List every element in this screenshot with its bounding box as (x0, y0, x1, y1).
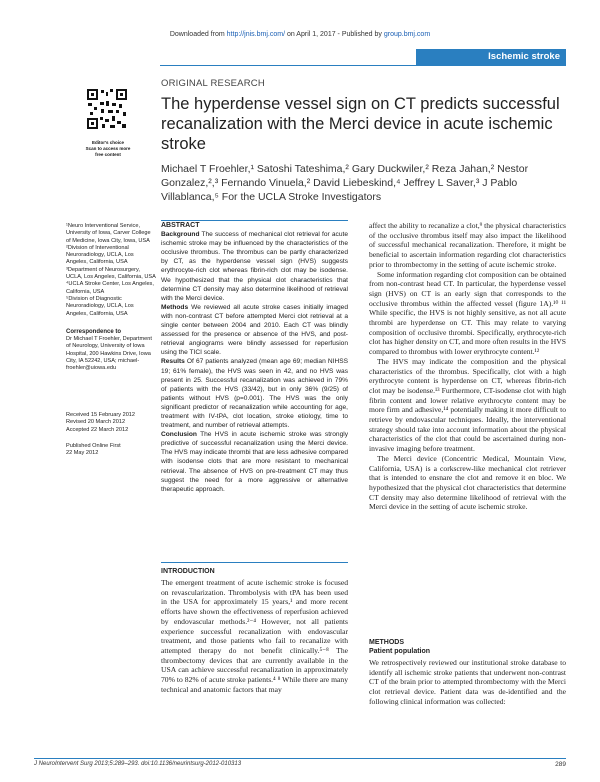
abstract-conclusion-label: Conclusion (161, 431, 197, 439)
published-date: 22 May 2012 (66, 450, 99, 457)
download-bar (0, 31, 600, 38)
download-prefix: Downloaded from (169, 31, 227, 38)
published-online (66, 443, 156, 458)
article-type: ORIGINAL RESEARCH (161, 78, 265, 89)
article-title: The hyperdense vessel sign on CT predicts successful recanalization with the Merci device in acute ischemic stroke (161, 95, 560, 153)
author-list: Michael T Froehler,¹ Satoshi Tateshima,² Gary Duckwiler,² Reza Jahan,² Nestor Gonzalez,²,³ Fernando Vinuela,² David Liebeskind,⁴ Jeffrey L Saver,³ J Pablo Villablanca,⁵ For the UCLA Stroke Investigators (161, 163, 529, 203)
qr-caption (70, 140, 146, 158)
right-paragraph-3: The HVS may indicate the composition and the physical characteristics of the thrombus. Specifically, clot with a high erythrocyte content is hyperdense on CT, whereas fibrin-rich clot may be isodense.¹³ Furthermore, CT-isodense clot with high fibrin content and lower relative erythrocyte content may be more firm and adhesive,¹⁴ potentially making it more difficult to retrieve by endovascular techniques. Ideally, the interventional strategy should take into account information about the physical characteristics of the clot that could be ascertained during non-invasive imaging before treatment. (369, 356, 566, 454)
affiliation-1: ¹Neuro Interventional Service, University of Iowa, Carver College of Medicine, Iowa City, Iowa, USA (66, 223, 151, 244)
abstract-methods: We reviewed all acute stroke cases initially imaged with non-contrast CT before attempted Merci clot retrieval at a single center between 2004 and 2010. Each CT was blindly assessed for the presence or absence of the HVS, and post-retrieval angiograms were blindly assessed for reperfusion using the TICI scale. (161, 303, 348, 357)
published-label: Published Online First (66, 443, 121, 449)
section-tag: Ischemic stroke (416, 49, 566, 65)
abstract-methods-label: Methods (161, 303, 189, 311)
article-dates (66, 412, 156, 434)
abstract-heading: ABSTRACT (161, 222, 200, 229)
affiliation-2: ²Division of Interventional Neuroradiology, UCLA, Los Angeles, California, USA (66, 244, 134, 266)
abstract (161, 221, 348, 494)
correspondence-heading: Correspondence to (66, 329, 122, 335)
affiliation-3: ³Department of Neurosurgery, UCLA, Los Angeles, California, USA (66, 266, 156, 281)
qr-caption-line-1: Editor's choice (91, 140, 125, 145)
affiliation-4: ⁴UCLA Stroke Center, Los Angeles, California, USA (66, 281, 154, 295)
methods-heading: METHODS (369, 639, 404, 646)
correspondence-text: Dr Michael T Froehler, Department of Neurology, University of Iowa Hospital, 200 Hawkins Drive, Iowa City, IA 52242, USA; michael-froehler@uiowa.edu (66, 336, 152, 372)
abstract-bottom-rule (161, 562, 348, 563)
qr-caption-line-3: free content (95, 152, 121, 157)
abstract-results-label: Results (161, 358, 185, 366)
page-number: 289 (555, 761, 566, 768)
section-tag-rule (160, 65, 566, 66)
introduction-text: The emergent treatment of acute ischemic stroke is focused on revascularization. Thrombolysis with tPA has been used in the USA for approximately 15 years,¹ and more recent efforts have shown the effectiveness of reperfusion achieved by endovascular methods.²⁻⁴ However, not all patients experience successful recanalization with endovascular treatment, and those patients who fail to recanalize with attempted therapy do not benefit clinically.⁵⁻⁸ The thrombectomy devices that are currently available in the USA can achieve successful recanalization in approximately 70% to 82% of acute stroke patients.⁴ ⁸ While there are many technical and anatomic factors that may (161, 578, 348, 694)
methods-text: We retrospectively reviewed our institutional stroke database to identify all ischemic stroke patients that underwent non-contrast CT of the brain prior to attempted thrombectomy with the Merci clot retrieval device. Patient data was de-identified and the following clinical information was collected: (369, 658, 566, 706)
footer-rule (34, 758, 566, 759)
affiliation-5: ⁵Division of Diagnostic Neuroradiology, UCLA, Los Angeles, California, USA (66, 295, 134, 317)
right-paragraph-4: The Merci device (Concentric Medical, Mountain View, California, USA) is a corkscrew-like mechanical clot retriever that is intended to ensnare the clot and remove it en bloc. We hypothesized that the physical clot characteristics that determine CT density may also determine likelihood of retrieval with the Merci device in the setting of acute ischemic stroke. (369, 453, 566, 512)
date-received: Received 15 February 2012 (66, 412, 136, 418)
download-middle: on April 1, 2017 - Published by (285, 31, 384, 38)
publisher-link[interactable]: group.bmj.com (383, 31, 431, 38)
right-column (369, 221, 566, 512)
download-url-link[interactable]: http://jnis.bmj.com/ (226, 31, 286, 38)
patient-population-heading: Patient population (369, 648, 431, 655)
qr-caption-line-2: Scan to access more (85, 146, 131, 151)
right-paragraph-1: affect the ability to recanalize a clot,⁹ the physical characteristics of the occlusive thrombus itself may also impact the likelihood of successful mechanical recanalization. Therefore, it might be beneficial to ascertain information regarding clot characteristics prior to thrombectomy in the setting of acute ischemic stroke. (369, 221, 566, 269)
qr-code-icon[interactable] (86, 88, 128, 130)
affiliations (66, 223, 156, 318)
abstract-background: The success of mechanical clot retrieval for acute ischemic stroke may be influenced by the characteristics of the occlusive thrombus. The thrombus can be partly characterized by CT, as the hyperdense vessel sign (HVS) suggests erythrocyte-rich clot whereas fibrin-rich clot may be isodense. We hypothesized that the physical clot characteristics that determine CT density may also determine likelihood of retrieval with the Merci device. (161, 231, 348, 302)
abstract-background-label: Background (161, 231, 200, 239)
introduction-heading: INTRODUCTION (161, 568, 215, 575)
abstract-results: Of 67 patients analyzed (mean age 69; median NIHSS 19; 61% female), the HVS was seen in 42, and no HVS was present in 25. Successful recanalization was achieved in 79% of patients with the HVS (33/42), but in only 36% (9/25) of patients without HVS (p=0.001). The HVS was the only significant predictor of recanalization while accounting for age, treatment with IV-tPA, clot location, stroke etiology, time to treatment, and number of retrieval attempts. (161, 358, 348, 430)
right-paragraph-2: Some information regarding clot composition can be obtained from non-contrast head CT. In particular, the hyperdense vessel sign (HVS) on CT is an early sign that corresponds to the occlusive thrombus within the affected vessel (figure 1A).¹⁰ ¹¹ While specific, the HVS is not highly sensitive, as not all acute thrombi are hyperdense on CT. This may relate to varying composition of occlusive thrombi. Specifically, erythrocyte-rich clot has higher density on CT, and more often results in the HVS compared to thrombus with lower erythrocyte content.¹² (369, 269, 566, 357)
date-revised: Revised 20 March 2012 (66, 419, 126, 426)
date-accepted: Accepted 22 March 2012 (66, 426, 129, 433)
abstract-conclusion: The HVS in acute ischemic stroke was strongly predictive of successful recanalization using the Merci device. The HVS may indicate thrombi that are less adhesive compared with isodense clots that are more resistant to mechanical retrieval. The absence of HVS on pre-treatment CT may thus suggest the need for a more aggressive or alternative therapeutic approach. (161, 431, 348, 493)
footer-citation: J NeuroIntervent Surg 2013;5:289–293. doi:10.1136/neurintsurg-2012-010313 (34, 761, 242, 767)
